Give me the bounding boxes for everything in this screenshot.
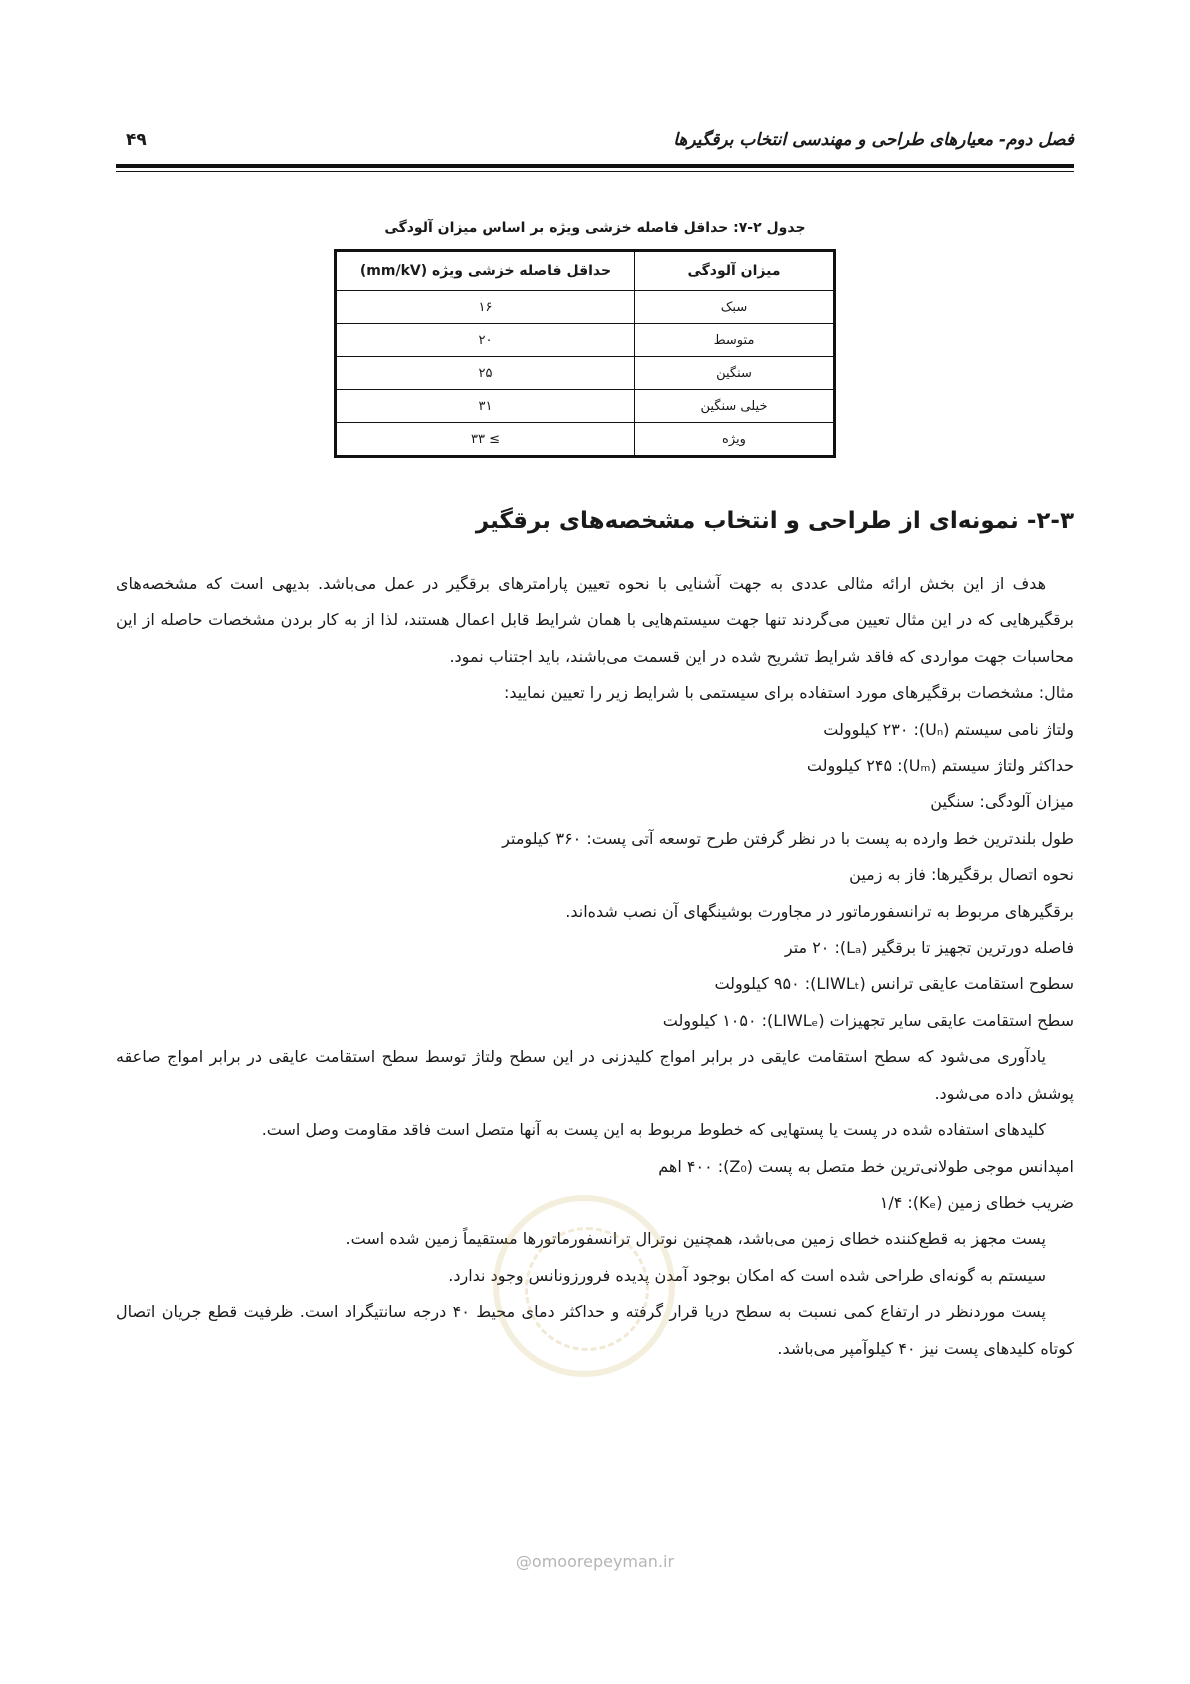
table-cell-pollution: سبک bbox=[635, 291, 835, 324]
example-line: مثال: مشخصات برقگیرهای مورد استفاده برای سیستمی با شرایط زیر را تعیین نمایید: bbox=[503, 683, 1074, 703]
table-cell-pollution: سنگین bbox=[635, 357, 835, 390]
header-rule-thin bbox=[116, 171, 1074, 172]
table-cell-creepage: ۲۵ bbox=[336, 357, 635, 390]
spec-item: میزان آلودگی: سنگین bbox=[930, 792, 1074, 812]
spec-item: برقگیرهای مربوط به ترانسفورماتور در مجاورت بوشینگهای آن نصب شده‌اند. bbox=[565, 901, 1074, 921]
note-paragraph: سیستم به گونه‌ای طراحی شده است که امکان بوجود آمدن پدیده فرورزونانس وجود ندارد. bbox=[448, 1265, 1046, 1285]
spec-item: ولتاژ نامی سیستم (Uₙ): ۲۳۰ کیلوولت bbox=[823, 719, 1074, 739]
note-paragraph: یادآوری می‌شود که سطح استقامت عایقی در برابر امواج کلیدزنی در این سطح ولتاژ توسط سطح استقامت عایقی در برابر امواج صاعقه پوشش داده می‌شود. bbox=[116, 1047, 1074, 1103]
table-row bbox=[336, 390, 835, 423]
intro-paragraph: هدف از این بخش ارائه مثالی عددی به جهت آشنایی با نحوه تعیین پارامترهای برقگیر در عمل می‌باشد. بدیهی است که مشخصه‌های برقگیرهایی که در این مثال تعیین می‌گردند تنها جهت سیستم‌هایی با همان شرایط قابل اعمال هستند، لذا از به کار بردن مشخصات حاصله از این محاسبات جهت مواردی که فاقد شرایط تشریح شده در این قسمت می‌باشند، باید اجتناب نمود. bbox=[116, 574, 1074, 666]
table-cell-creepage: ۳۱ bbox=[336, 390, 635, 423]
watermark-seal-inner bbox=[525, 1227, 649, 1351]
table-row bbox=[336, 357, 835, 390]
spec-item: طول بلندترین خط وارده به پست با در نظر گرفتن طرح توسعه آتی پست: ۳۶۰ کیلومتر bbox=[502, 828, 1074, 848]
table-cell-pollution: متوسط bbox=[635, 324, 835, 357]
page-number: ۴۹ bbox=[126, 130, 147, 150]
table-cell-creepage: ۲۰ bbox=[336, 324, 635, 357]
table-header-creepage: حداقل فاصله خزشی ویژه (mm/kV) bbox=[336, 251, 635, 291]
table-cell-creepage: ≥ ۳۳ bbox=[336, 423, 635, 457]
spec-item: فاصله دورترین تجهیز تا برقگیر (Lₐ): ۲۰ متر bbox=[784, 938, 1074, 958]
note-paragraph: کلیدهای استفاده شده در پست یا پستهایی که خطوط مربوط به این پست به آنها متصل است فاقد مقاومت وصل است. bbox=[261, 1120, 1046, 1140]
watermark-url: @omoorepeyman.ir bbox=[515, 1552, 675, 1571]
note-paragraph: پست موردنظر در ارتفاع کمی نسبت به سطح دریا قرار گرفته و حداکثر دمای محیط ۴۰ درجه سانتیگراد است. ظرفیت قطع جریان اتصال کوتاه کلیدهای پست نیز ۴۰ کیلوآمپر می‌باشد. bbox=[116, 1302, 1074, 1358]
table-caption: جدول ۲-۷: حداقل فاصله خزشی ویژه بر اساس میزان آلودگی bbox=[384, 220, 806, 236]
spec-item: نحوه اتصال برقگیرها: فاز به زمین bbox=[849, 865, 1074, 885]
table-row bbox=[336, 324, 835, 357]
spec-item: حداکثر ولتاژ سیستم (Uₘ): ۲۴۵ کیلوولت bbox=[806, 756, 1074, 776]
spec-item: ضریب خطای زمین (Kₑ): ۱/۴ bbox=[879, 1192, 1074, 1212]
note-paragraph: پست مجهز به قطع‌کننده خطای زمین می‌باشد، همچنین نوترال ترانسفورماتورها مستقیماً زمین شده است. bbox=[345, 1229, 1046, 1249]
spec-item: امپدانس موجی طولانی‌ترین خط متصل به پست (Z₀): ۴۰۰ اهم bbox=[658, 1156, 1074, 1176]
page-header bbox=[116, 126, 1074, 160]
table-header-row bbox=[336, 251, 835, 291]
pollution-creepage-table bbox=[334, 249, 836, 458]
table-cell-pollution: خیلی سنگین bbox=[635, 390, 835, 423]
table-row bbox=[336, 423, 835, 457]
table-row bbox=[336, 291, 835, 324]
table-header-pollution: میزان آلودگی bbox=[635, 251, 835, 291]
table-cell-pollution: ویژه bbox=[635, 423, 835, 457]
table-cell-creepage: ۱۶ bbox=[336, 291, 635, 324]
spec-item: سطح استقامت عایقی سایر تجهیزات (LIWLₑ): ۱۰۵۰ کیلوولت bbox=[662, 1010, 1074, 1030]
chapter-title: فصل دوم- معیارهای طراحی و مهندسی انتخاب برقگیرها bbox=[673, 130, 1074, 150]
watermark-seal bbox=[493, 1195, 675, 1377]
section-heading: ۲-۳- نمونه‌ای از طراحی و انتخاب مشخصه‌های برقگیر bbox=[475, 508, 1074, 534]
header-rule-thick bbox=[116, 164, 1074, 168]
spec-item: سطوح استقامت عایقی ترانس (LIWLₜ): ۹۵۰ کیلوولت bbox=[714, 974, 1074, 994]
